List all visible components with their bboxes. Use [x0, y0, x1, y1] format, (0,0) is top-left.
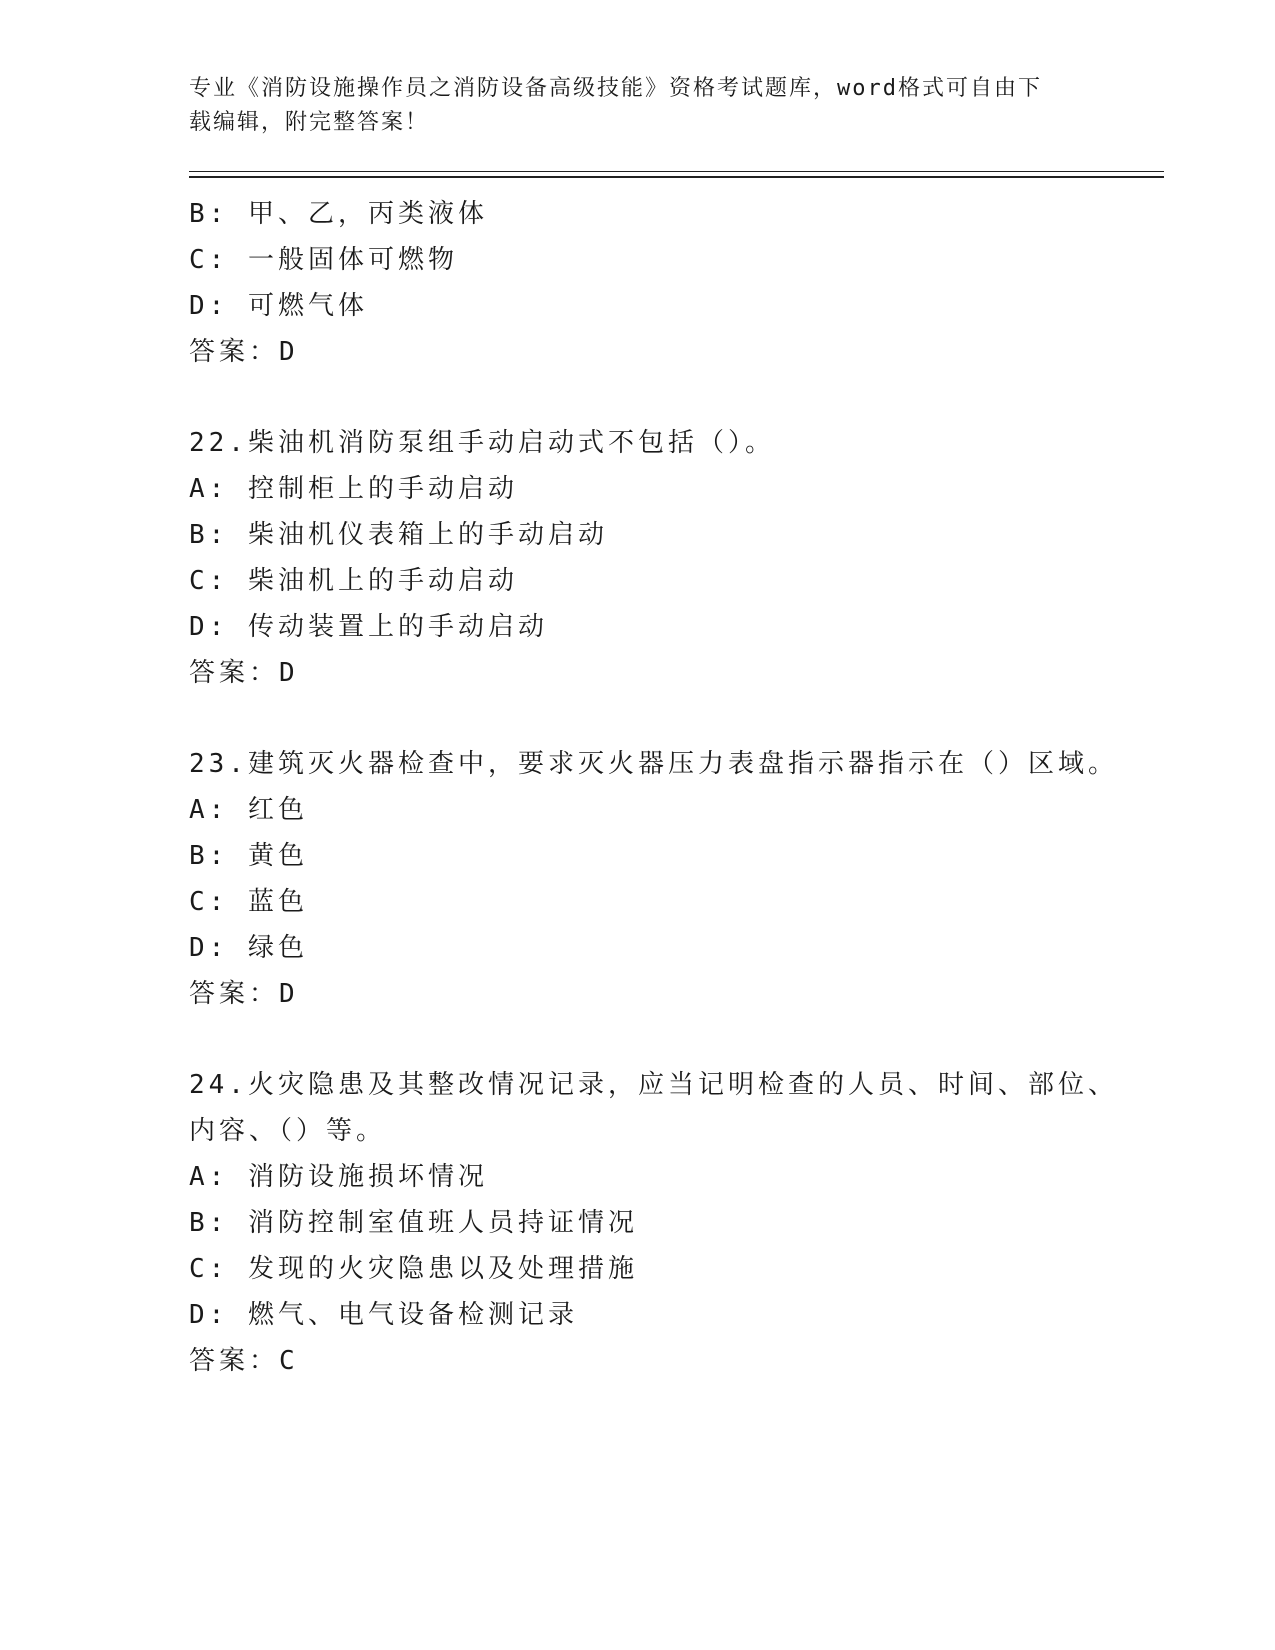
question-text-continued: 内容、（）等。 [189, 1116, 387, 1146]
header-line-2: 载编辑，附完整答案！ [189, 110, 430, 135]
option-line [189, 237, 1089, 283]
option-line [189, 558, 1089, 604]
spacer [189, 375, 1089, 420]
option-line [189, 283, 1089, 329]
option-label: A: [189, 474, 229, 504]
option-text: 绿色 [247, 933, 308, 963]
option-line [189, 1154, 1089, 1200]
option-text: 发现的火灾隐患以及处理措施 [247, 1254, 638, 1284]
option-line [189, 1200, 1089, 1246]
option-line [189, 191, 1089, 237]
option-label: D: [189, 1300, 229, 1330]
spacer [189, 696, 1089, 741]
option-line [189, 466, 1089, 512]
option-text: 燃气、电气设备检测记录 [247, 1300, 578, 1330]
question-text: 22.柴油机消防泵组手动启动式不包括（）。 [189, 428, 775, 458]
option-text: 控制柜上的手动启动 [247, 474, 518, 504]
question-text: 23.建筑灭火器检查中，要求灭火器压力表盘指示器指示在（）区域。 [189, 749, 1118, 779]
header-divider-thick [189, 176, 1164, 178]
option-text: 甲、乙，丙类液体 [247, 199, 488, 229]
option-label: B: [189, 1208, 229, 1238]
option-text: 一般固体可燃物 [247, 245, 458, 275]
option-label: B: [189, 520, 229, 550]
question-22-block [189, 420, 1089, 696]
document-header [189, 72, 1089, 140]
option-label: D: [189, 291, 229, 321]
header-divider-thin [189, 171, 1164, 172]
answer-line: 答案：D [189, 979, 299, 1009]
question-23-block [189, 741, 1118, 1017]
option-text: 可燃气体 [247, 291, 368, 321]
spacer [189, 1017, 1089, 1062]
option-line [189, 925, 1089, 971]
option-label: B: [189, 199, 229, 229]
option-text: 消防控制室值班人员持证情况 [247, 1208, 638, 1238]
option-line [189, 879, 1089, 925]
option-label: C: [189, 887, 229, 917]
option-label: A: [189, 1162, 229, 1192]
option-label: D: [189, 612, 229, 642]
option-label: C: [189, 566, 229, 596]
option-line [189, 787, 1089, 833]
option-label: B: [189, 841, 229, 871]
answer-line: 答案：D [189, 658, 299, 688]
option-text: 红色 [247, 795, 308, 825]
option-text: 蓝色 [247, 887, 308, 917]
option-line [189, 833, 1089, 879]
answer-line: 答案：C [189, 1346, 299, 1376]
option-text: 消防设施损坏情况 [247, 1162, 488, 1192]
question-text: 24.火灾隐患及其整改情况记录，应当记明检查的人员、时间、部位、 [189, 1070, 1118, 1100]
header-line-1: 专业《消防设施操作员之消防设备高级技能》资格考试题库，word格式可自由下 [189, 76, 1042, 101]
option-text: 柴油机上的手动启动 [247, 566, 518, 596]
question-24-block [189, 1062, 1118, 1384]
option-line [189, 1292, 1089, 1338]
option-text: 黄色 [247, 841, 308, 871]
option-line [189, 604, 1089, 650]
option-line [189, 512, 1089, 558]
prev-question-block [189, 191, 1089, 375]
option-label: A: [189, 795, 229, 825]
option-line [189, 1246, 1089, 1292]
option-text: 柴油机仪表箱上的手动启动 [247, 520, 608, 550]
option-text: 传动装置上的手动启动 [247, 612, 548, 642]
option-label: D: [189, 933, 229, 963]
option-label: C: [189, 245, 229, 275]
answer-line: 答案：D [189, 337, 299, 367]
option-label: C: [189, 1254, 229, 1284]
question-content [189, 191, 1118, 1384]
